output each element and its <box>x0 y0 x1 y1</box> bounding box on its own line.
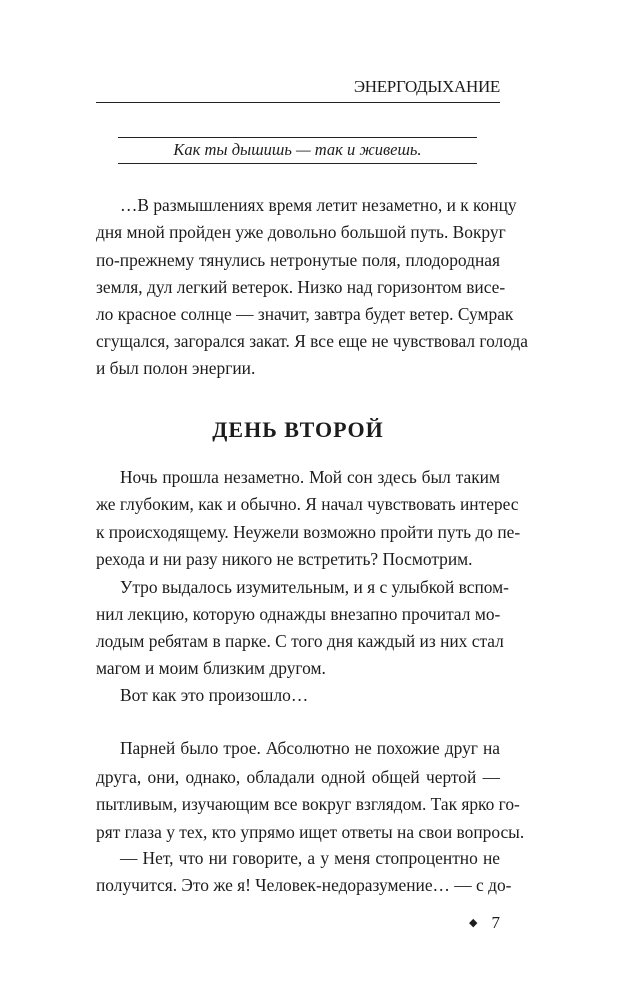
running-head: ЭНЕРГОДЫХАНИЕ <box>353 77 500 96</box>
text-line: лодым ребятам в парке. С того дня каждый из них стал <box>96 631 504 651</box>
text-line: пытливым, изучающим все вокруг взглядом. Так ярко го- <box>96 794 520 814</box>
text-line: нил лекцию, которую однажды внезапно прочитал мо- <box>96 604 501 624</box>
text-line: же глубоким, как и обычно. Я начал чувствовать интерес <box>96 494 519 514</box>
text-line: ло красное солнце — значит, завтра будет ветер. Сумрак <box>96 304 514 324</box>
text-line: дня мной пройден уже довольно большой путь. Вокруг <box>96 222 506 242</box>
text-line: к происходящему. Неужели возможно пройти путь до пе- <box>96 522 521 542</box>
text-line: рят глаза у тех, кто упрямо ищет ответы на свои вопросы. <box>96 822 525 842</box>
epigraph: Как ты дышишь — так и живешь. <box>173 140 422 159</box>
text-line: рехода и ни разу никого не встретить? Посмотрим. <box>96 549 473 569</box>
text-line: Утро выдалось изумительным, и я с улыбкой вспом- <box>120 577 509 597</box>
text-line: земля, дул легкий ветерок. Низко над горизонтом висе- <box>96 277 506 297</box>
text-line: магом и моим близким другом. <box>96 658 326 678</box>
text-line: Вот как это произошло… <box>120 685 309 705</box>
text-line: сгущался, загорался закат. Я все еще не чувствовал голода <box>96 331 528 351</box>
text-line: Парней было трое. Абсолютно не похожие друг на <box>120 738 500 758</box>
text-line: Ночь прошла незаметно. Мой сон здесь был таким <box>120 467 500 487</box>
page-folio <box>469 911 500 935</box>
text-line: и был полон энергии. <box>96 358 256 378</box>
epigraph-rule-top <box>118 137 477 138</box>
text-line: — Нет, что ни говорите, а у меня стопроцентно не <box>120 848 500 868</box>
page-number: 7 <box>491 913 500 932</box>
text-line: …В размышлениях время летит незаметно, и к концу <box>120 195 517 215</box>
diamond-ornament-icon: ◆ <box>469 917 478 929</box>
text-line: получится. Это же я! Человек-недоразумение… — с до- <box>96 875 512 895</box>
chapter-heading: ДЕНЬ ВТОРОЙ <box>212 417 384 442</box>
epigraph-rule-bottom <box>118 163 477 164</box>
text-line: друга, они, однако, обладали одной общей чертой — <box>96 767 500 787</box>
header-rule <box>96 102 500 103</box>
text-line: по-прежнему тянулись нетронутые поля, плодородная <box>96 250 500 270</box>
